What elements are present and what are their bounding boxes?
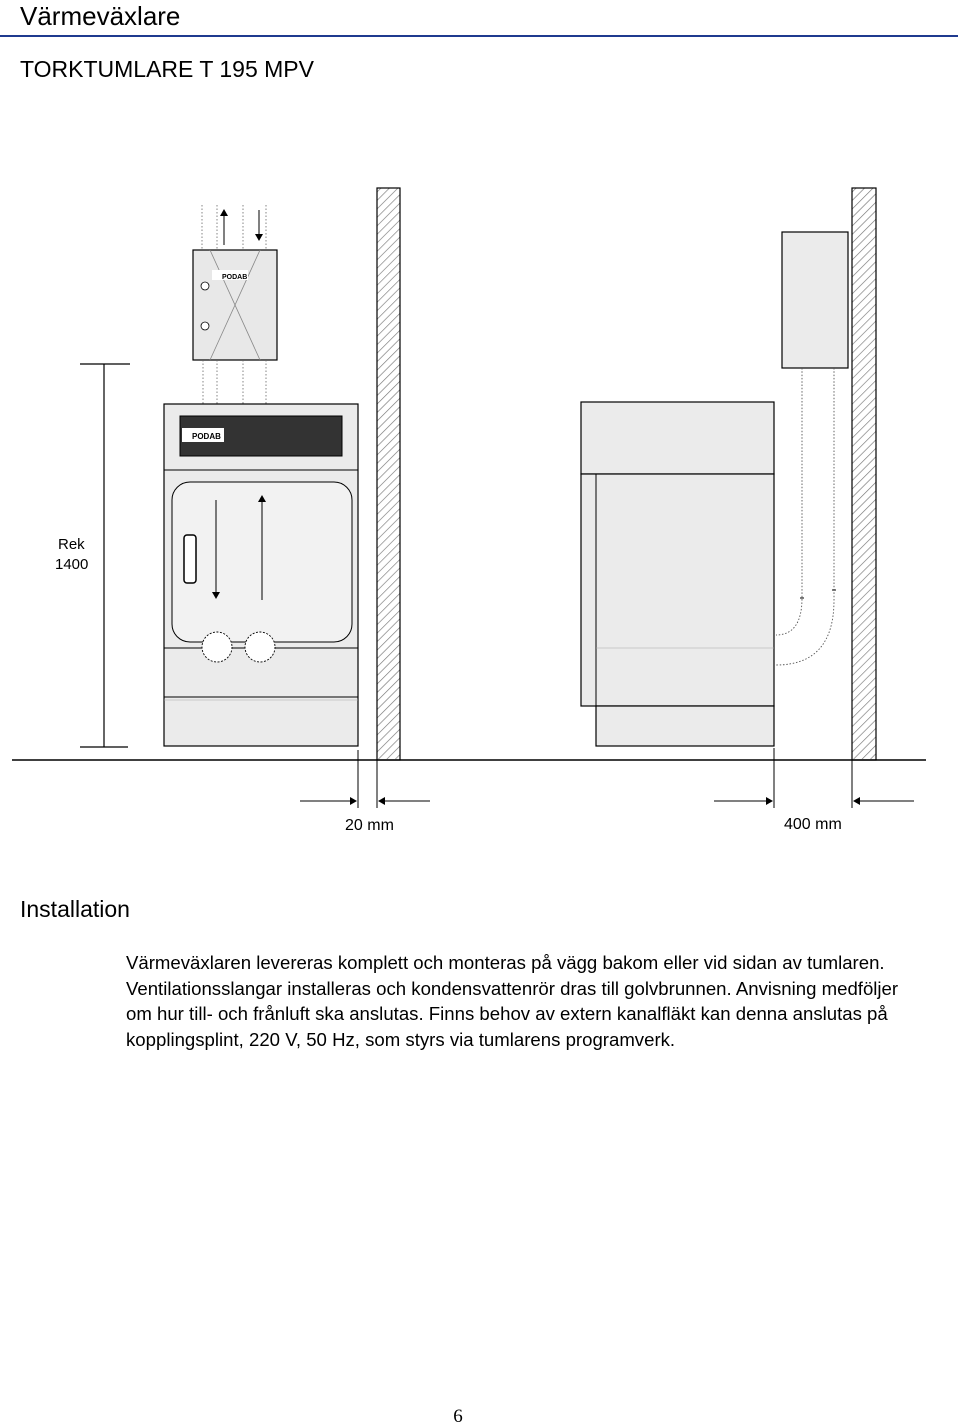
tumble-dryer-side (581, 402, 774, 746)
height-label-line1: Rek (58, 536, 85, 553)
wall-heat-exchanger (776, 232, 848, 665)
air-flow-arrows (202, 205, 266, 250)
height-label-line2: 1400 (55, 556, 89, 573)
installation-body-text: Värmeväxlaren levereras komplett och monteras på vägg bakom eller vid sidan av tumlaren. Ventilationsslangar installeras och kondensvattenrör dras till golvbrunnen. Anvisning medföljer om hur till- och frånluft ska anslutas. Finns behov av extern kanalfläkt kan denna anslutas på kopplingsplint, 220 V, 50 Hz, som styrs via tumlarens programverk. (126, 952, 899, 1050)
product-subtitle: TORKTUMLARE T 195 MPV (20, 56, 314, 82)
left-clearance-dimension (300, 750, 430, 834)
heat-exchanger-unit (193, 250, 277, 360)
section-heading-installation: Installation (20, 896, 130, 922)
wall-left (377, 188, 400, 760)
page-number: 6 (453, 1406, 463, 1427)
right-clearance-label: 400 mm (784, 816, 842, 833)
title-divider (0, 35, 958, 37)
installation-diagram (0, 170, 960, 850)
height-dimension (55, 364, 130, 747)
wall-right (852, 188, 876, 760)
left-clearance-label: 20 mm (345, 817, 394, 834)
page-title: Värmeväxlare (20, 1, 181, 31)
tumble-dryer-front (164, 404, 358, 746)
brand-label-exchanger: PODAB (222, 274, 248, 281)
brand-label-dryer: PODAB (192, 432, 221, 441)
